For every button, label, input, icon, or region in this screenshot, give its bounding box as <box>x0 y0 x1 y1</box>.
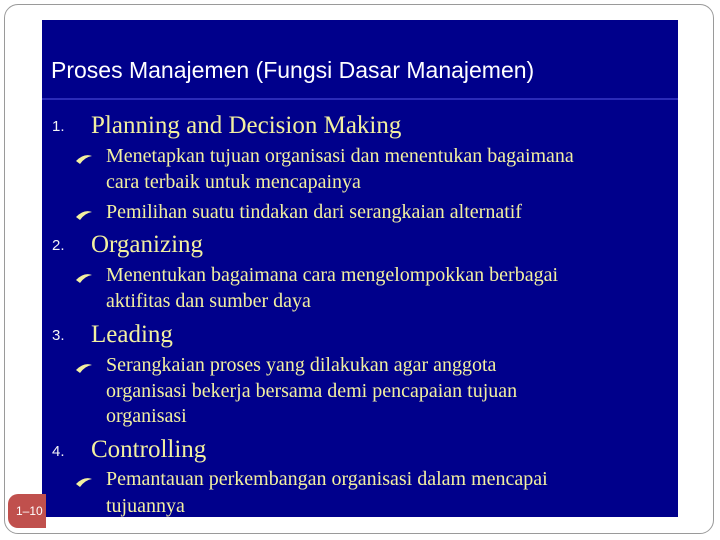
item-4-point-1-line-2: tujuannya <box>106 495 185 517</box>
item-heading-leading: Leading <box>91 321 173 348</box>
swoosh-bullet-icon <box>74 152 94 166</box>
item-number-3: 3. <box>52 327 65 344</box>
swoosh-bullet-icon <box>74 361 94 375</box>
slide-title: Proses Manajemen (Fungsi Dasar Manajemen) <box>51 57 535 83</box>
swoosh-bullet-icon <box>74 475 94 489</box>
item-4-point-1-line-1: Pemantauan perkembangan organisasi dalam mencapai <box>106 468 548 490</box>
item-heading-controlling: Controlling <box>91 436 207 463</box>
item-number-1: 1. <box>52 118 65 135</box>
item-1-point-2-line-1: Pemilihan suatu tindakan dari serangkaian alternatif <box>106 201 522 223</box>
swoosh-bullet-icon <box>74 208 94 222</box>
item-number-4: 4. <box>52 443 65 460</box>
item-1-point-1-line-1: Menetapkan tujuan organisasi dan menentukan bagaimana <box>106 145 574 167</box>
swoosh-bullet-icon <box>74 271 94 285</box>
title-bar <box>42 20 678 100</box>
item-heading-planning: Planning and Decision Making <box>91 112 402 139</box>
item-number-2: 2. <box>52 237 65 254</box>
slide-number-tab: 1–10 <box>8 494 46 528</box>
item-3-point-1-line-2: organisasi bekerja bersama demi pencapaian tujuan <box>106 380 518 402</box>
item-3-point-1-line-1: Serangkaian proses yang dilakukan agar anggota <box>106 354 497 376</box>
item-1-point-1-line-2: cara terbaik untuk mencapainya <box>106 171 361 193</box>
item-2-point-1-line-1: Menentukan bagaimana cara mengelompokkan berbagai <box>106 264 559 286</box>
item-heading-organizing: Organizing <box>91 231 204 258</box>
item-3-point-1-line-3: organisasi <box>106 405 187 427</box>
item-2-point-1-line-2: aktifitas dan sumber daya <box>106 290 311 312</box>
